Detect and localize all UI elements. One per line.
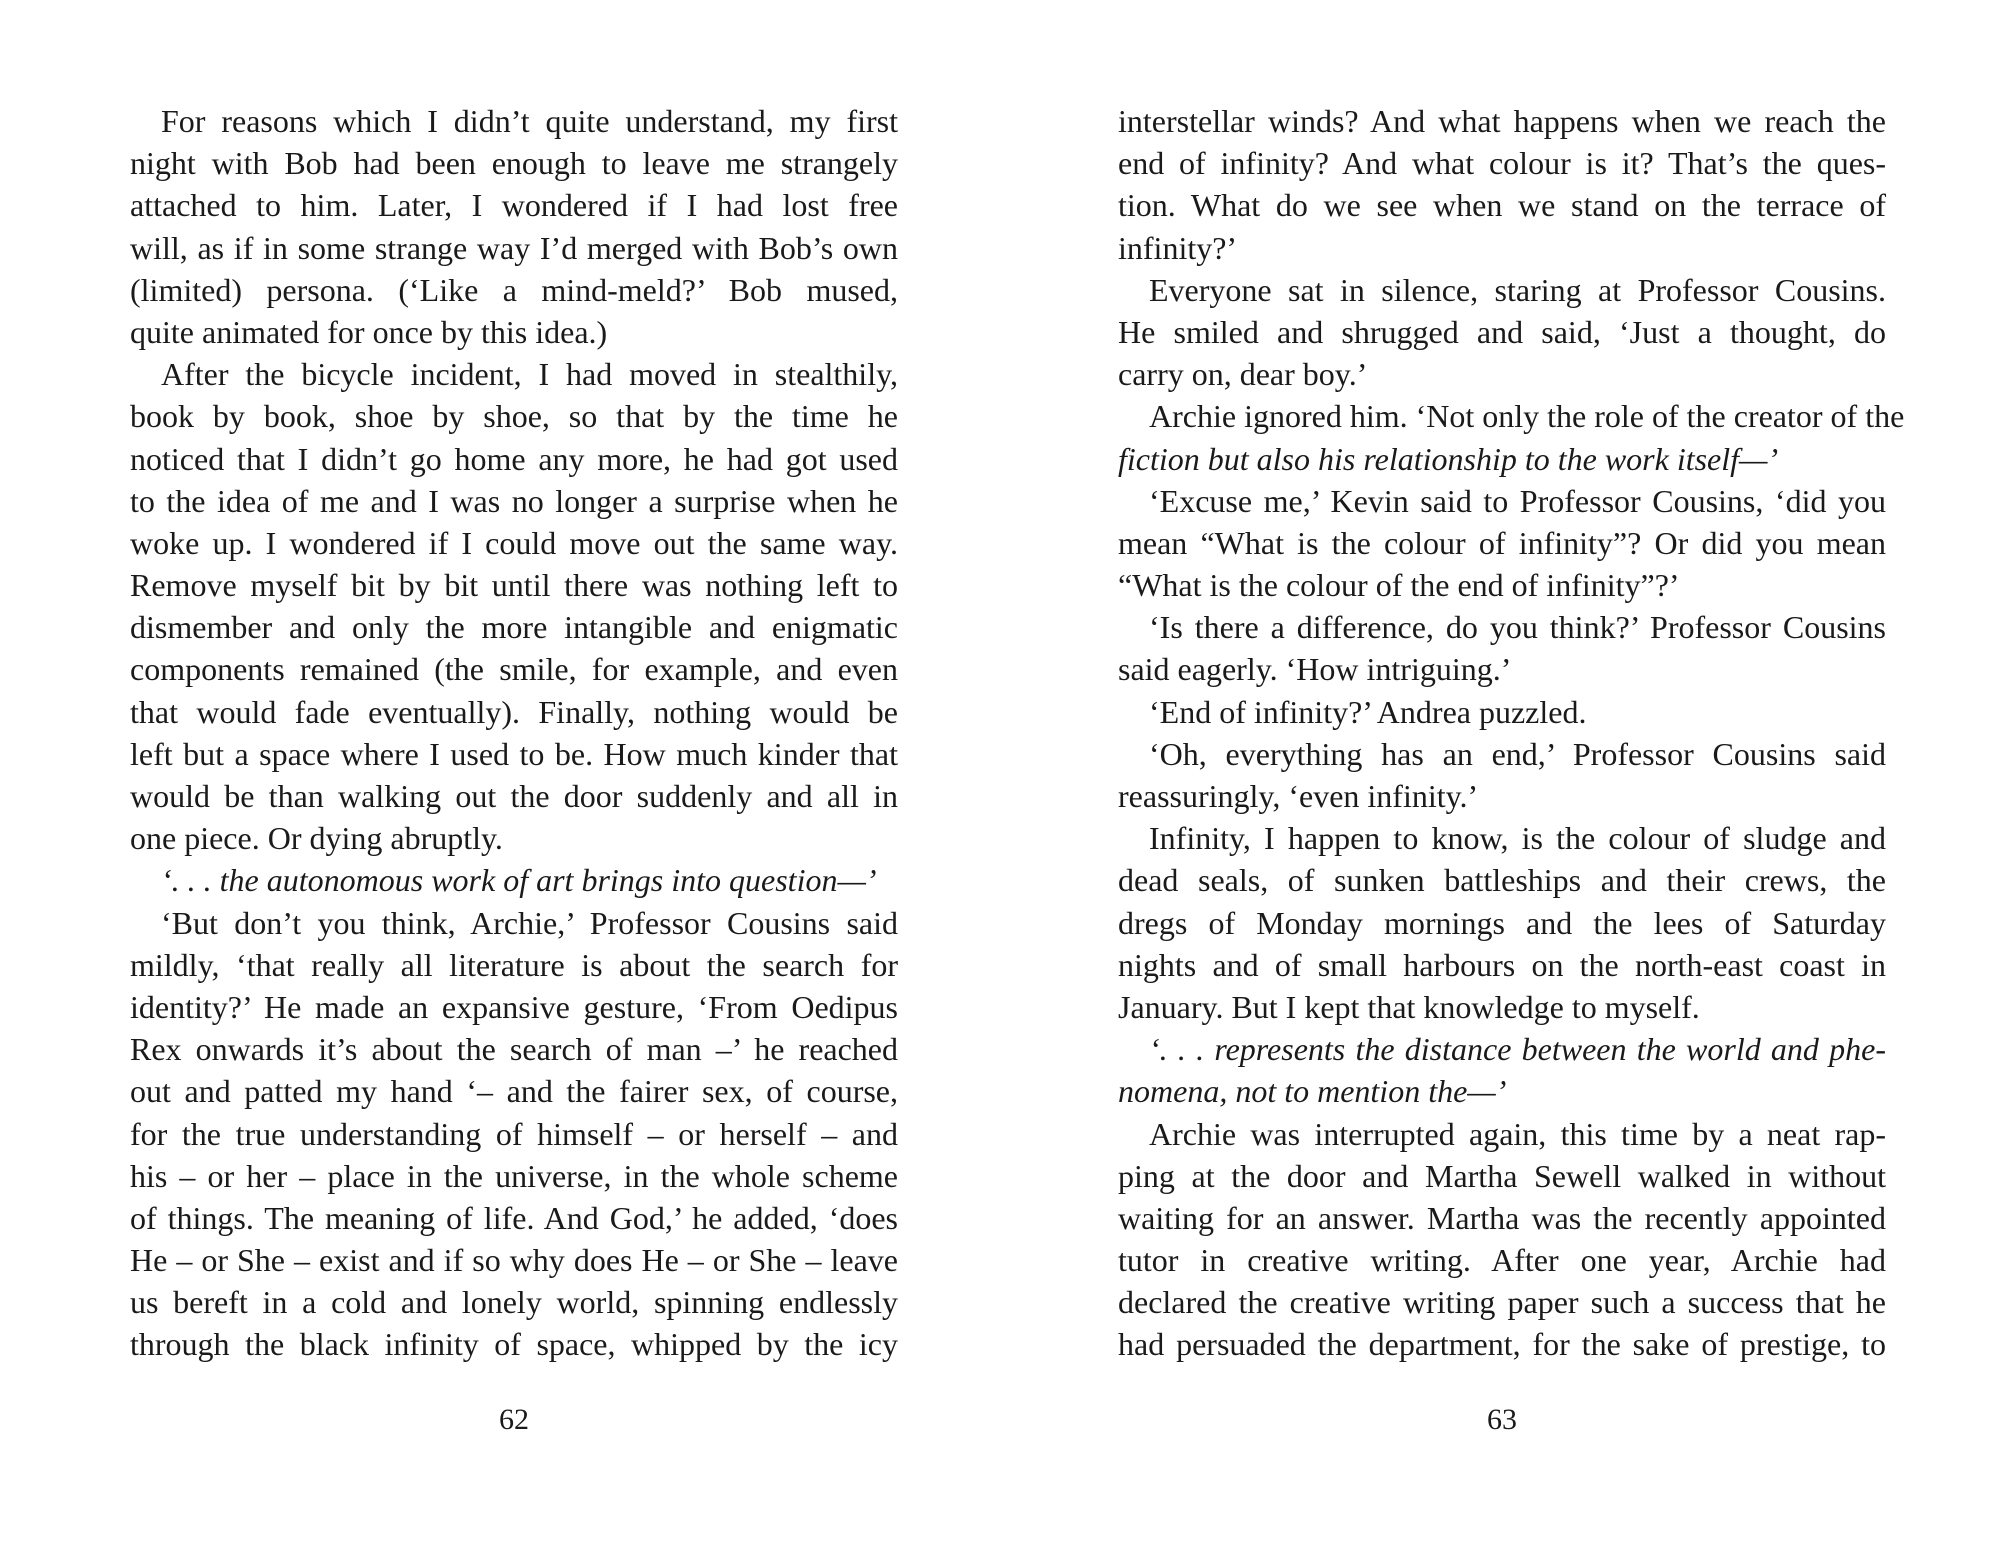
left-line-2: night with Bob had been enough to leave me strangely [130,145,898,182]
right-line-25: Archie was interrupted again, this time by a neat rap- [1149,1115,1886,1152]
right-line-1: interstellar winds? And what happens when we reach the [1118,103,1886,139]
left-line-1: For reasons which I didn’t quite understand, my first [161,103,898,139]
left-line-27: of things. The meaning of life. And God,’ he added, ‘does [130,1199,898,1236]
right-line-20: dregs of Monday mornings and the lees of Saturday [1118,904,1886,941]
left-line-14: components remained (the smile, for example, and even [130,651,898,688]
right-line-15: ‘End of infinity?’ Andrea puzzled. [1149,693,1587,730]
right-line-7: carry on, dear boy.’ [1118,356,1368,393]
left-line-4: will, as if in some strange way I’d merged with Bob’s own [130,229,898,266]
left-line-12: Remove myself bit by bit until there was nothing left to [130,567,898,604]
left-line-13: dismember and only the more intangible and enigmatic [130,609,898,646]
left-line-17: would be than walking out the door suddenly and all in [130,778,898,814]
right-line-12: “What is the colour of the end of infinity”?’ [1118,567,1680,604]
left-line-24: out and patted my hand ‘– and the fairer sex, of course, [130,1073,898,1110]
left-page-number: 62 [499,1403,529,1436]
right-line-3: tion. What do we see when we stand on the terrace of [1118,187,1886,224]
left-line-28: He – or She – exist and if so why does He – or She – leave [130,1242,898,1279]
right-page [1118,100,1905,1366]
right-line-5: Everyone sat in silence, staring at Professor Cousins. [1149,271,1886,308]
right-line-24: nomena, not to mention the—’ [1118,1073,1507,1110]
left-line-19: ‘. . . the autonomous work of art brings into question—’ [161,862,877,899]
right-line-13: ‘Is there a difference, do you think?’ Professor Cousins [1149,609,1886,646]
left-line-22: identity?’ He made an expansive gesture, ‘From Oedipus [130,988,898,1025]
right-line-22: January. But I kept that knowledge to myself. [1118,988,1700,1025]
right-line-4: infinity?’ [1118,229,1238,266]
right-line-29: declared the creative writing paper such a success that he [1118,1284,1886,1321]
left-line-7: After the bicycle incident, I had moved in stealthily, [161,356,898,393]
left-line-30: through the black infinity of space, whipped by the icy [130,1326,898,1363]
left-line-18: one piece. Or dying abruptly. [130,820,503,857]
right-line-21: nights and of small harbours on the north-east coast in [1118,946,1886,983]
right-line-27: waiting for an answer. Martha was the recently appointed [1118,1199,1886,1236]
right-line-19: dead seals, of sunken battleships and their crews, the [1118,862,1886,899]
right-line-17: reassuringly, ‘even infinity.’ [1118,778,1479,814]
right-line-2: end of infinity? And what colour is it? That’s the ques- [1118,145,1886,182]
right-page-number: 63 [1487,1403,1517,1436]
left-line-26: his – or her – place in the universe, in the whole scheme [130,1157,898,1194]
left-page [130,100,898,1366]
left-line-9: noticed that I didn’t go home any more, he had got used [130,440,898,477]
left-line-10: to the idea of me and I was no longer a surprise when he [130,482,898,519]
right-line-18: Infinity, I happen to know, is the colour of sludge and [1149,820,1886,857]
left-line-16: left but a space where I used to be. How much kinder that [130,735,898,772]
left-line-11: woke up. I wondered if I could move out the same way. [130,524,898,561]
left-line-6: quite animated for once by this idea.) [130,313,608,350]
right-line-9: fiction but also his relationship to the work itself—’ [1118,440,1779,477]
left-line-8: book by book, shoe by shoe, so that by the time he [130,398,898,435]
right-line-30: had persuaded the department, for the sake of prestige, to [1118,1326,1886,1363]
right-line-11: mean “What is the colour of infinity”? Or did you mean [1118,524,1886,561]
left-line-20: ‘But don’t you think, Archie,’ Professor Cousins said [161,904,898,941]
left-line-21: mildly, ‘that really all literature is about the search for [130,946,898,983]
right-line-14: said eagerly. ‘How intriguing.’ [1118,651,1512,688]
right-line-8: Archie ignored him. ‘Not only the role of the creator of the [1149,398,1905,435]
right-line-23: ‘. . . represents the distance between the world and phe- [1149,1031,1886,1068]
right-line-28: tutor in creative writing. After one year, Archie had [1118,1242,1886,1279]
right-line-6: He smiled and shrugged and said, ‘Just a thought, do [1118,313,1886,350]
left-line-29: us bereft in a cold and lonely world, spinning endlessly [130,1284,898,1321]
right-line-26: ping at the door and Martha Sewell walked in without [1118,1157,1886,1194]
right-line-10: ‘Excuse me,’ Kevin said to Professor Cousins, ‘did you [1149,482,1886,519]
left-line-25: for the true understanding of himself – or herself – and [130,1115,898,1152]
left-line-3: attached to him. Later, I wondered if I had lost free [130,187,898,224]
left-line-15: that would fade eventually). Finally, nothing would be [130,693,898,730]
right-line-16: ‘Oh, everything has an end,’ Professor Cousins said [1149,735,1886,772]
left-line-5: (limited) persona. (‘Like a mind-meld?’ Bob mused, [130,271,898,308]
left-line-23: Rex onwards it’s about the search of man –’ he reached [130,1031,898,1068]
